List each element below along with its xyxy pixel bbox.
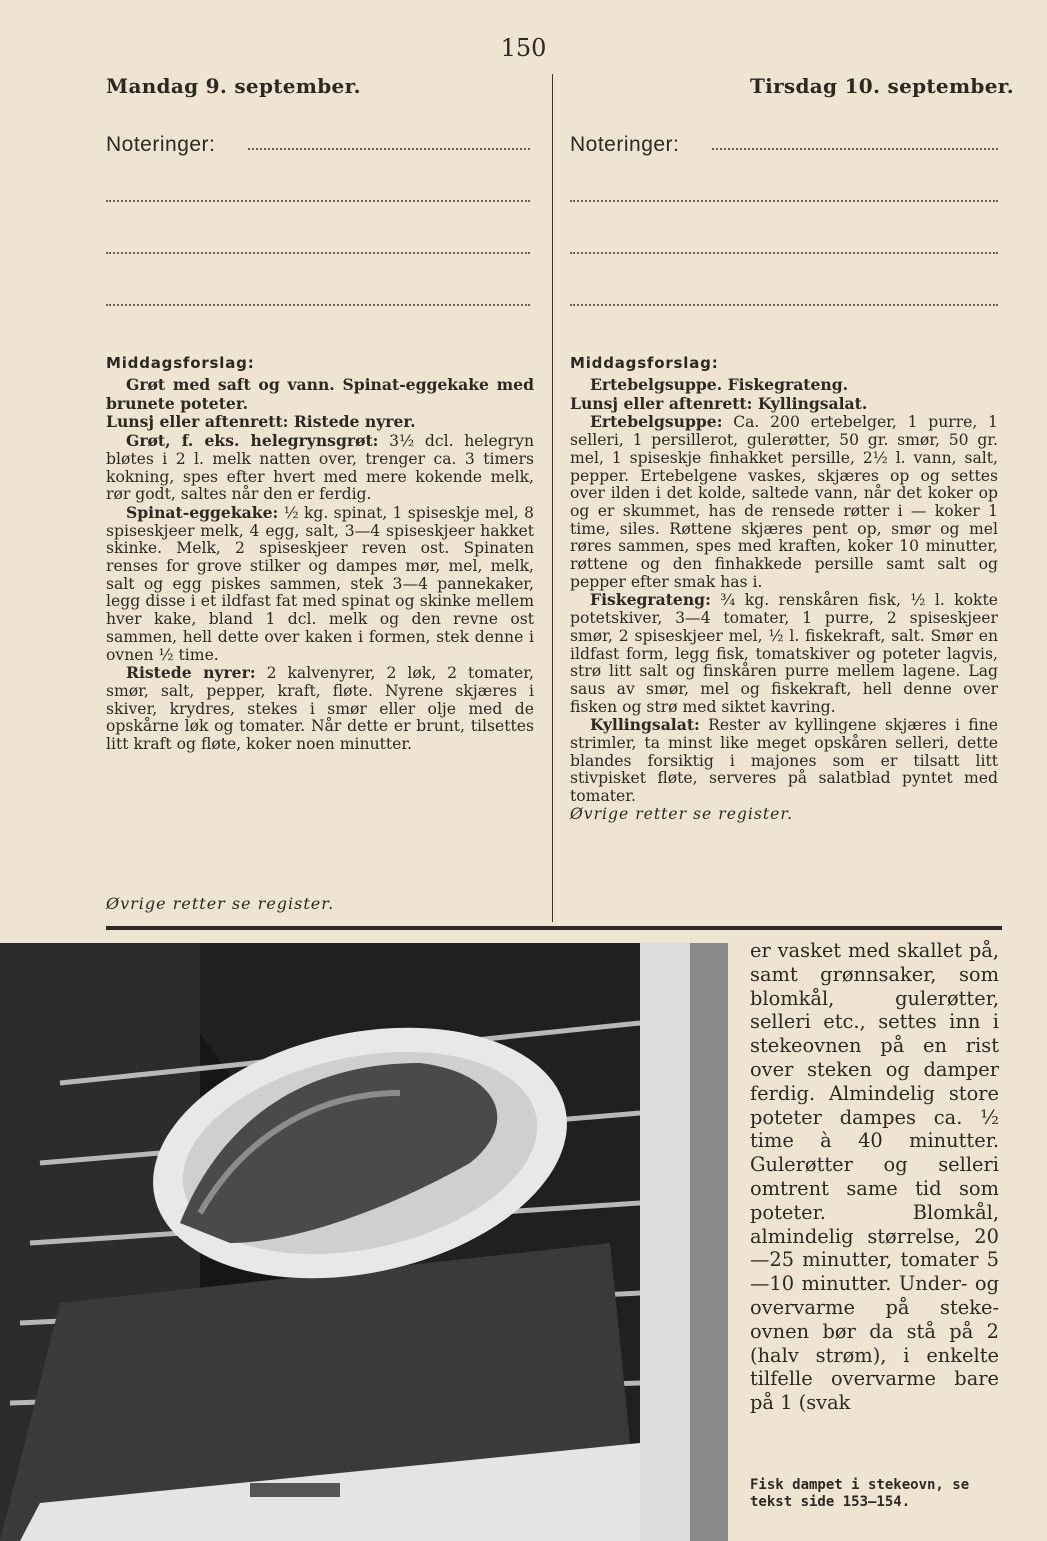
note-line — [712, 148, 998, 150]
recipe-title: Grøt, f. eks. helegrynsgrøt: — [126, 431, 379, 451]
photo-caption: Fisk dampet i stekeovn, se tekst side 153—154. — [750, 1477, 970, 1510]
lunch-right: Lunsj eller aftenrett: Kyllingsalat. — [570, 393, 868, 413]
column-divider — [552, 74, 553, 922]
note-line — [106, 304, 530, 306]
section-title-left: Middagsforslag: — [106, 354, 255, 372]
note-line — [570, 304, 998, 306]
menu-left: Grøt med saft og vann. Spinat-eggekake med brunete poteter. — [106, 375, 534, 413]
menu-right: Ertebelgsuppe. Fiskegrateng. — [590, 375, 849, 394]
recipe-text: Ca. 200 ertebelger, 1 purre, 1 selleri, 1 persillerot, gulerøtter, 50 gr. smør, 50 gr. mel, 1 spiseskje finhakket persille, 2½ l. vann, salt, pepper. Ertebelgene vaskes, skjæres op og settes over ilden i det kolde, saltede vann, når det koker op og er skummet, has de rensede røtter i — koker 1 time, siles. Røttene skjæres pent op, smør og mel røres sammen, spes med kraften, koker 10 minutter, røttene og den finhakkede persille samt salt og pepper efter smak has i. — [570, 413, 998, 591]
day-heading-monday: Mandag 9. september. — [106, 74, 361, 98]
recipe-title: Ertebelgsuppe: — [590, 412, 723, 432]
note-line — [106, 200, 530, 202]
note-line — [570, 252, 998, 254]
footer-left: Øvrige retter se register. — [106, 894, 335, 913]
recipe-text: 3½ dcl. helegryn bløtes i 2 l. melk natten over, trenger ca. 3 timers kokning, spes efter hvert med mere kokende melk, rør godt, saltes når den er ferdig. — [106, 432, 535, 504]
notes-label-right: Noteringer: — [570, 133, 680, 156]
recipe-text: ½ kg. spinat, 1 spiseskje mel, 8 spiseskjeer melk, 4 egg, salt, 3—4 spiseskjeer hakket skinke. Melk, 2 spiseskjeer reven ost. Spinaten renses for grove stilker og dampes mør, mel, melk, salt og egg piskes sammen, stek 3—4 pannekaker, legg disse i et ildfast fat med spinat og skinke mellem hver kake, bland 1 dcl. melk og den revne ost sammen, hell dette over kaken i formen, stek denne i ovnen ½ time. — [106, 503, 534, 664]
recipe-title: Ristede nyrer: — [126, 663, 256, 683]
section-title-right: Middagsforslag: — [570, 354, 719, 372]
horizontal-rule — [106, 926, 1002, 930]
bottom-body-text: er vasket med skallet på, samt grønnsaker, som blomkål, gulerøtter, selleri etc., settes inn i stekeovnen på en rist over steken og damper ferdig. Almindelig store poteter dampes ca. ½ time à 40 minutter. Gulerøtter og selleri omtrent same tid som poteter. Blomkål, almindelig størrelse, 20—25 minutter, tomater 5—10 minutter. Under- og overvarme på stekeovnen bør da stå på 2 (halv strøm), i enkelte tilfelle overvarme bare på 1 (svak — [750, 939, 999, 1415]
recipes-right — [570, 376, 998, 824]
recipes-left — [106, 376, 534, 754]
lunch-left: Lunsj eller aftenrett: Ristede nyrer. — [106, 412, 416, 432]
note-line — [106, 252, 530, 254]
recipe-text: Rester av kyllingene skjæres i fine strimler, ta minst like meget opskåren selleri, dette blandes forsiktig i majones som er tilsatt litt stivpisket fløte, serveres på salatblad pyntet med tomater. — [570, 716, 998, 806]
recipe-title: Fiskegrateng: — [590, 590, 711, 610]
oven-photo — [0, 943, 728, 1541]
recipe-title: Spinat-eggekake: — [126, 502, 279, 522]
note-line — [570, 200, 998, 202]
note-line — [248, 148, 530, 150]
page-number: 150 — [500, 34, 547, 62]
notes-label-left: Noteringer: — [106, 133, 216, 156]
day-heading-tuesday: Tirsdag 10. september. — [750, 74, 1014, 98]
recipe-text: ¾ kg. renskåren fisk, ½ l. kokte potetskiver, 3—4 tomater, 1 purre, 2 spiseskjeer smør, 2 spiseskjeer mel, ½ l. fiskekraft, salt. Smør en ildfast form, legg fisk, tomatskiver og poteter lagvis, strø litt salt og finskåren purre mellem lagene. Lag saus av smør, mel og fiskekraft, hell denne over fisken og strø med siktet kavring. — [570, 591, 998, 716]
recipe-title: Kyllingsalat: — [590, 715, 700, 735]
footer-right: Øvrige retter se register. — [570, 804, 794, 823]
recipe-text: 2 kalvenyrer, 2 løk, 2 tomater, smør, salt, pepper, kraft, fløte. Nyrene skjæres i skiver, krydres, stekes i smør eller olje med de opskårne løk og tomater. Når dette er brunt, tilsettes litt kraft og fløte, koker noen minutter. — [106, 664, 534, 754]
